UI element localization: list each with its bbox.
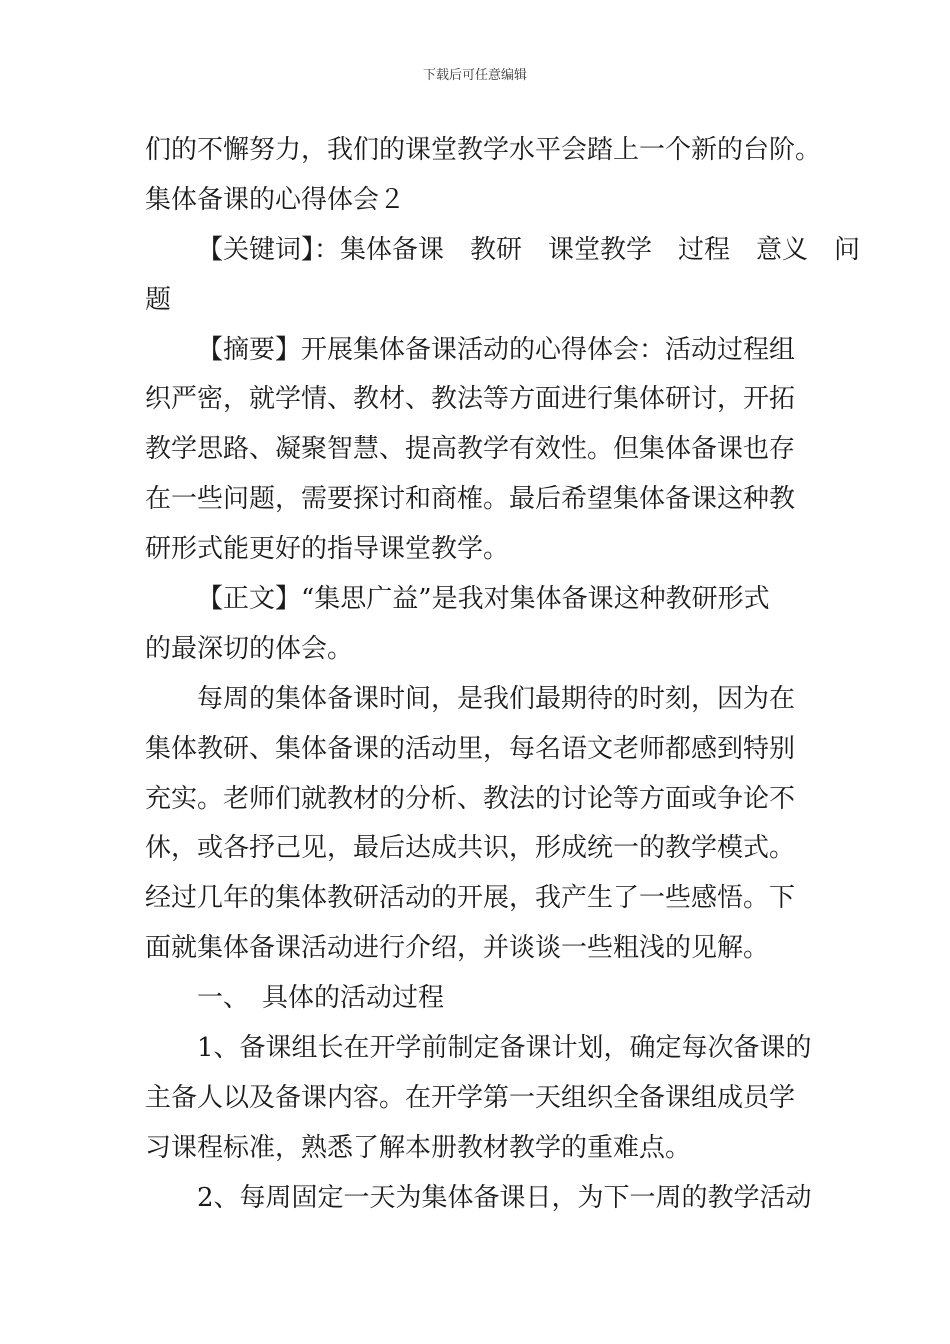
text-line: 教学思路、凝聚智慧、提高教学有效性。但集体备课也存 [145, 434, 796, 465]
text-line: 充实。老师们就教材的分析、教法的讨论等方面或争论不 [145, 783, 796, 814]
text-line: 在一些问题，需要探讨和商榷。最后希望集体备课这种教 [145, 484, 796, 515]
page-header-note: 下载后可任意编辑 [422, 68, 527, 83]
list-item-line: 1、备课组长在开学前制定备课计划，确定每次备课的 [197, 1033, 812, 1064]
text-line: 集体教研、集体备课的活动里，每名语文老师都感到特别 [145, 733, 796, 764]
text-line: 研形式能更好的指导课堂教学。 [145, 534, 510, 565]
list-item-line: 2、每周固定一天为集体备课日，为下一周的教学活动 [197, 1182, 812, 1213]
text-line: 的最深切的体会。 [145, 633, 354, 664]
document-body [145, 126, 861, 1224]
text-line: 们的不懈努力，我们的课堂教学水平会踏上一个新的台阶。 [145, 135, 822, 165]
paragraph-line: 每周的集体备课时间，是我们最期待的时刻，因为在 [197, 683, 796, 714]
subsection-heading: 一、 具体的活动过程 [197, 983, 445, 1014]
text-line: 织严密，就学情、教材、教法等方面进行集体研讨，开拓 [145, 384, 796, 415]
keywords-line: 【关键词】：集体备课 教研 课堂教学 过程 意义 问 [197, 234, 861, 265]
body-start-line: 【正文】“集思广益”是我对集体备课这种教研形式 [197, 584, 770, 615]
text-line: 题 [145, 284, 172, 315]
section-title: 集体备课的心得体会２ [145, 184, 406, 215]
abstract-line: 【摘要】开展集体备课活动的心得体会：活动过程组 [197, 334, 796, 365]
text-line: 休，或各抒己见，最后达成共识，形成统一的教学模式。 [145, 833, 796, 864]
text-line: 主备人以及备课内容。在开学第一天组织全备课组成员学 [145, 1082, 796, 1113]
text-line: 面就集体备课活动进行介绍，并谈谈一些粗浅的见解。 [145, 933, 770, 964]
text-line: 习课程标准，熟悉了解本册教材教学的重难点。 [145, 1132, 692, 1163]
text-line: 经过几年的集体教研活动的开展，我产生了一些感悟。下 [145, 883, 796, 914]
